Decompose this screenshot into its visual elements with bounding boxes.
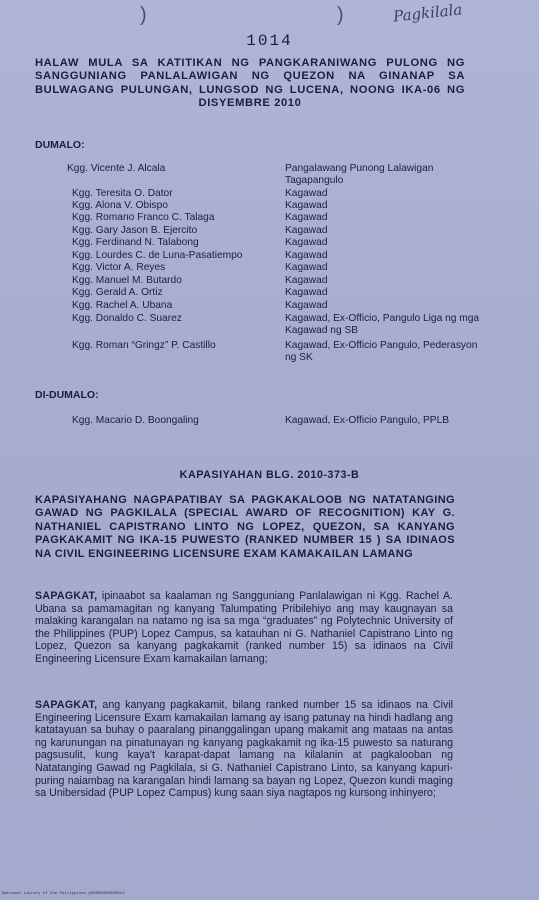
member-role: Kagawad [285, 237, 328, 248]
member-role: Kagawad, Ex-Officio, Pangulo Liga ng mga Kagawad ng SB [285, 313, 480, 337]
member-role: Kagawad [285, 262, 328, 273]
paragraph-lead: SAPAGKAT, [35, 590, 98, 602]
member-role: Kagawad [285, 300, 328, 311]
member-role: Kagawad [285, 250, 328, 261]
member-role: Kagawad, Ex-Officio Pangulo, Pederasyon ng SK [285, 340, 478, 364]
whereas-paragraph [35, 699, 453, 800]
member-name: Kgg. Gerald A. Ortiz [72, 287, 163, 298]
member-name: Kgg. Macario D. Boongaling [72, 415, 199, 426]
member-name: Kgg. Teresita O. Dator [72, 188, 173, 199]
absent-label: DI-DUMALO: [35, 389, 99, 401]
member-name: Kgg. Ferdinand N. Talabong [72, 237, 199, 248]
member-name: Kgg. Alona V. Obispo [72, 200, 168, 211]
document-header: HALAW MULA SA KATITIKAN NG PANGKARANIWANG PULONG NG SANGGUNIANG PANLALAWIGAN NG QUEZON NA GINANAP SA BULWAGANG PULUNGAN, LUNGSOD NG LUCENA, NOONG IKA-06 NG DISYEMBRE 2010 [35, 57, 465, 110]
binder-hole-left: ) [140, 4, 147, 26]
present-label: DUMALO: [35, 139, 85, 151]
member-name: Kgg. Romano Franco C. Talaga [72, 212, 215, 223]
member-name: Kgg. Roman “Gringz” P. Castillo [72, 340, 216, 351]
page-number: 1014 [246, 32, 293, 50]
member-role: Pangalawang Punong Lalawigan Tagapangulo [285, 163, 434, 187]
footer-stamp: National Library of the Philippines QS0000000000014 [2, 892, 125, 896]
member-role: Kagawad [285, 225, 328, 236]
member-name: Kgg. Donaldo C. Suarez [72, 313, 182, 324]
member-name: Kgg. Gary Jason B. Ejercito [72, 225, 198, 236]
member-name: Kgg. Vicente J. Alcala [67, 163, 166, 174]
paragraph-text: ipinaabot sa kaalaman ng Sangguniang Panlalawigan ni Kgg. Rachel A. Ubana sa pamamagitan ng kanyang Talumpating Pribilehiyo ang may kaugnayan sa malaking karangalan na natamo ng isa sa mga “graduates” ng Polytechnic University of the Philippines (PUP) Lopez Campus, sa katauhan ni G. Nathaniel Capistrano Linto ng Lopez, Quezon sa kanyang pagkakamit (ranked number 15) sa idinaos na Civil Engineering Licensure Exam kamakailan lamang; [35, 590, 453, 665]
paragraph-lead: SAPAGKAT, [35, 699, 98, 711]
member-role: Kagawad [285, 212, 328, 223]
member-role: Kagawad [285, 200, 328, 211]
paragraph-text: ang kanyang pagkakamit, bilang ranked number 15 sa idinaos na Civil Engineering Licensure Exam kamakailan lamang ay isang patunay na hindi hadlang ang katatayuan sa buhay o paaralang pinanggalingan upang makamit ang mataas na antas ng karunungan na pinatunayan ng kanyang pagkakamit ng ika-15 puwesto sa naturang pagsusulit, kung kaya't karapat-dapat lamang na kilalanin at pagkalooban ng Natatanging Gawad ng Pagkilala, si G. Nathaniel Capistrano Linto, sa kanyang kapuri-puring naiambag na karangalan hindi lamang sa bayan ng Lopez, Quezon kundi maging sa Unibersidad (PUP Lopez Campus) kung saan siya nagtapos ng kursong inhinyero; [35, 699, 453, 800]
handwritten-note: Pagkilala [392, 0, 464, 26]
resolution-number: KAPASIYAHAN BLG. 2010-373-B [179, 469, 360, 481]
member-name: Kgg. Victor A. Reyes [72, 262, 166, 273]
member-role: Kagawad [285, 275, 328, 286]
member-name: Kgg. Rachel A. Ubana [72, 300, 173, 311]
member-role: Kagawad, Ex-Officio Pangulo, PPLB [285, 415, 450, 426]
member-role: Kagawad [285, 188, 328, 199]
whereas-paragraph [35, 590, 453, 666]
member-role: Kagawad [285, 287, 328, 298]
member-name: Kgg. Lourdes C. de Luna-Pasatiempo [72, 250, 243, 261]
binder-hole-right: ) [337, 4, 344, 26]
member-name: Kgg. Manuel M. Butardo [72, 275, 182, 286]
resolution-title: KAPASIYAHANG NAGPAPATIBAY SA PAGKAKALOOB NG NATATANGING GAWAD NG PAGKILALA (SPECIAL AWARD OF RECOGNITION) KAY G. NATHANIEL CAPISTRANO LINTO NG LOPEZ, QUEZON, SA KANYANG PAGKAKAMIT NG IKA-15 PUWESTO (RANKED NUMBER 15 ) SA IDINAOS NA CIVIL ENGINEERING LICENSURE EXAM KAMAKAILAN LAMANG [35, 494, 455, 560]
